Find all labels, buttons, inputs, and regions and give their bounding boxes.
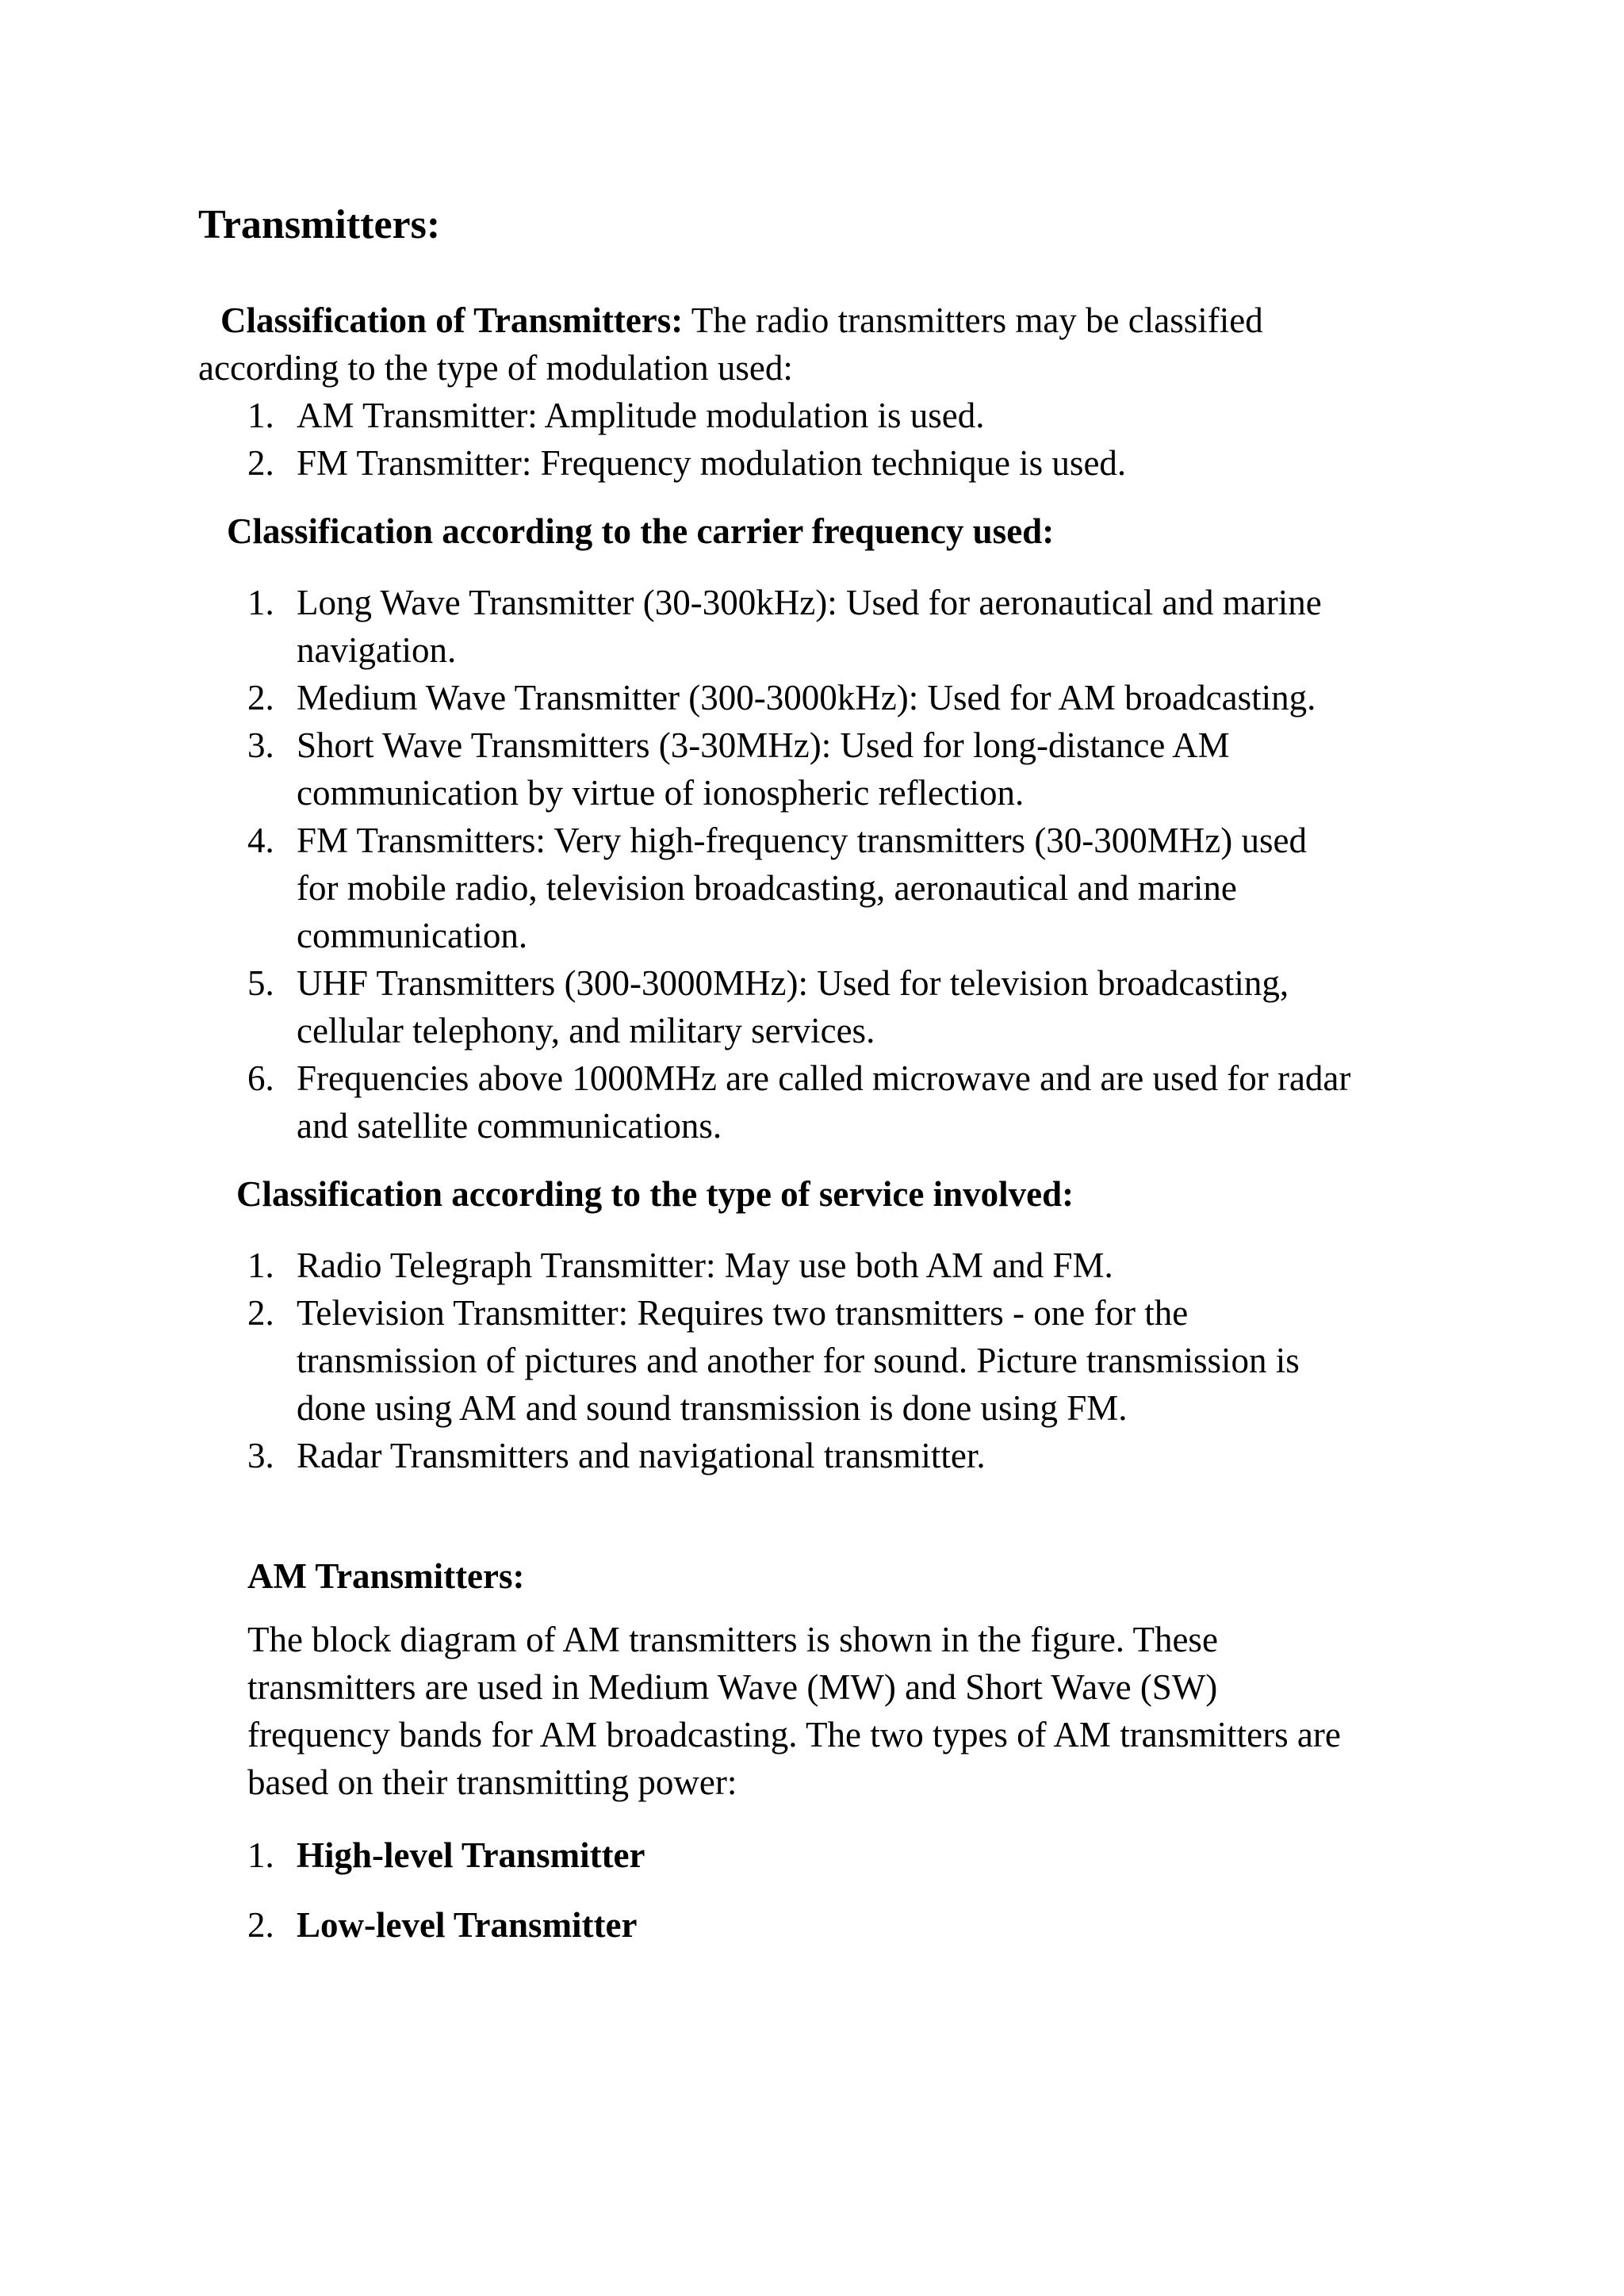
- list-number: 4.: [247, 821, 274, 860]
- list-number: 1.: [247, 583, 274, 622]
- list-number: 2.: [247, 443, 274, 483]
- list-line: communication.: [297, 916, 528, 955]
- list-line: Long Wave Transmitter (30-300kHz): Used for aeronautical and marine: [297, 583, 1322, 622]
- list-line: transmission of pictures and another for sound. Picture transmission is: [297, 1341, 1300, 1380]
- list-number: 3.: [247, 725, 274, 765]
- list-number: 3.: [247, 1436, 274, 1475]
- list-item: [247, 392, 1126, 439]
- page-title: Transmitters:: [198, 202, 441, 247]
- paragraph-line: The block diagram of AM transmitters is shown in the figure. These: [247, 1620, 1218, 1659]
- list-line: for mobile radio, television broadcasting, aeronautical and marine: [297, 868, 1237, 908]
- intro-line-2: according to the type of modulation used:: [198, 348, 793, 388]
- service-heading: Classification according to the type of service involved:: [236, 1174, 1074, 1214]
- list-item: [247, 721, 1350, 817]
- list-item-text: High-level Transmitter: [297, 1835, 645, 1875]
- list-item-text: AM Transmitter: Amplitude modulation is used.: [297, 396, 985, 435]
- list-item-text: Low-level Transmitter: [297, 1905, 638, 1945]
- list-number: 6.: [247, 1058, 274, 1098]
- list-item-text: FM Transmitter: Frequency modulation technique is used.: [297, 443, 1127, 483]
- list-item: [247, 674, 1350, 721]
- list-item: [247, 1432, 1300, 1479]
- list-item: [247, 959, 1350, 1054]
- list-line: cellular telephony, and military services.: [297, 1011, 875, 1050]
- power-list-item-1: [247, 1831, 645, 1879]
- list-line: Frequencies above 1000MHz are called microwave and are used for radar: [297, 1058, 1351, 1098]
- carrier-heading: Classification according to the carrier frequency used:: [227, 511, 1055, 551]
- service-list: [247, 1242, 1300, 1479]
- power-list-item-2: [247, 1901, 637, 1949]
- list-number: 2.: [247, 1293, 274, 1333]
- am-heading: AM Transmitters:: [247, 1556, 525, 1596]
- list-number: 1.: [247, 1835, 274, 1875]
- list-line: Short Wave Transmitters (3-30MHz): Used for long-distance AM: [297, 725, 1230, 765]
- list-line: done using AM and sound transmission is done using FM.: [297, 1388, 1128, 1428]
- list-line: Television Transmitter: Requires two transmitters - one for the: [297, 1293, 1189, 1333]
- list-number: 2.: [247, 678, 274, 718]
- list-line: and satellite communications.: [297, 1106, 722, 1146]
- list-number: 5.: [247, 963, 274, 1003]
- list-item: [247, 1242, 1300, 1289]
- list-line: UHF Transmitters (300-3000MHz): Used for television broadcasting,: [297, 963, 1289, 1003]
- am-paragraph: [247, 1616, 1341, 1806]
- list-item: [247, 579, 1350, 674]
- intro-line1-rest: The radio transmitters may be classified: [683, 300, 1263, 340]
- list-line: communication by virtue of ionospheric reflection.: [297, 773, 1025, 813]
- intro-lead: Classification of Transmitters:: [220, 300, 684, 340]
- list-line: navigation.: [297, 630, 457, 670]
- list-item: [247, 817, 1350, 959]
- paragraph-line: transmitters are used in Medium Wave (MW) and Short Wave (SW): [247, 1667, 1218, 1707]
- modulation-list: [247, 392, 1126, 487]
- list-number: 1.: [247, 396, 274, 435]
- list-number: 2.: [247, 1905, 274, 1945]
- paragraph-line: based on their transmitting power:: [247, 1762, 737, 1802]
- list-number: 1.: [247, 1246, 274, 1285]
- list-item: [247, 439, 1126, 487]
- paragraph-line: frequency bands for AM broadcasting. The two types of AM transmitters are: [247, 1715, 1341, 1755]
- list-line: Radar Transmitters and navigational transmitter.: [297, 1436, 986, 1475]
- list-line: Medium Wave Transmitter (300-3000kHz): Used for AM broadcasting.: [297, 678, 1316, 718]
- list-item: [247, 1054, 1350, 1150]
- carrier-list: [247, 579, 1350, 1150]
- list-item: [247, 1289, 1300, 1432]
- list-line: Radio Telegraph Transmitter: May use both AM and FM.: [297, 1246, 1113, 1285]
- intro-line-1: [220, 297, 1263, 344]
- list-line: FM Transmitters: Very high-frequency transmitters (30-300MHz) used: [297, 821, 1307, 860]
